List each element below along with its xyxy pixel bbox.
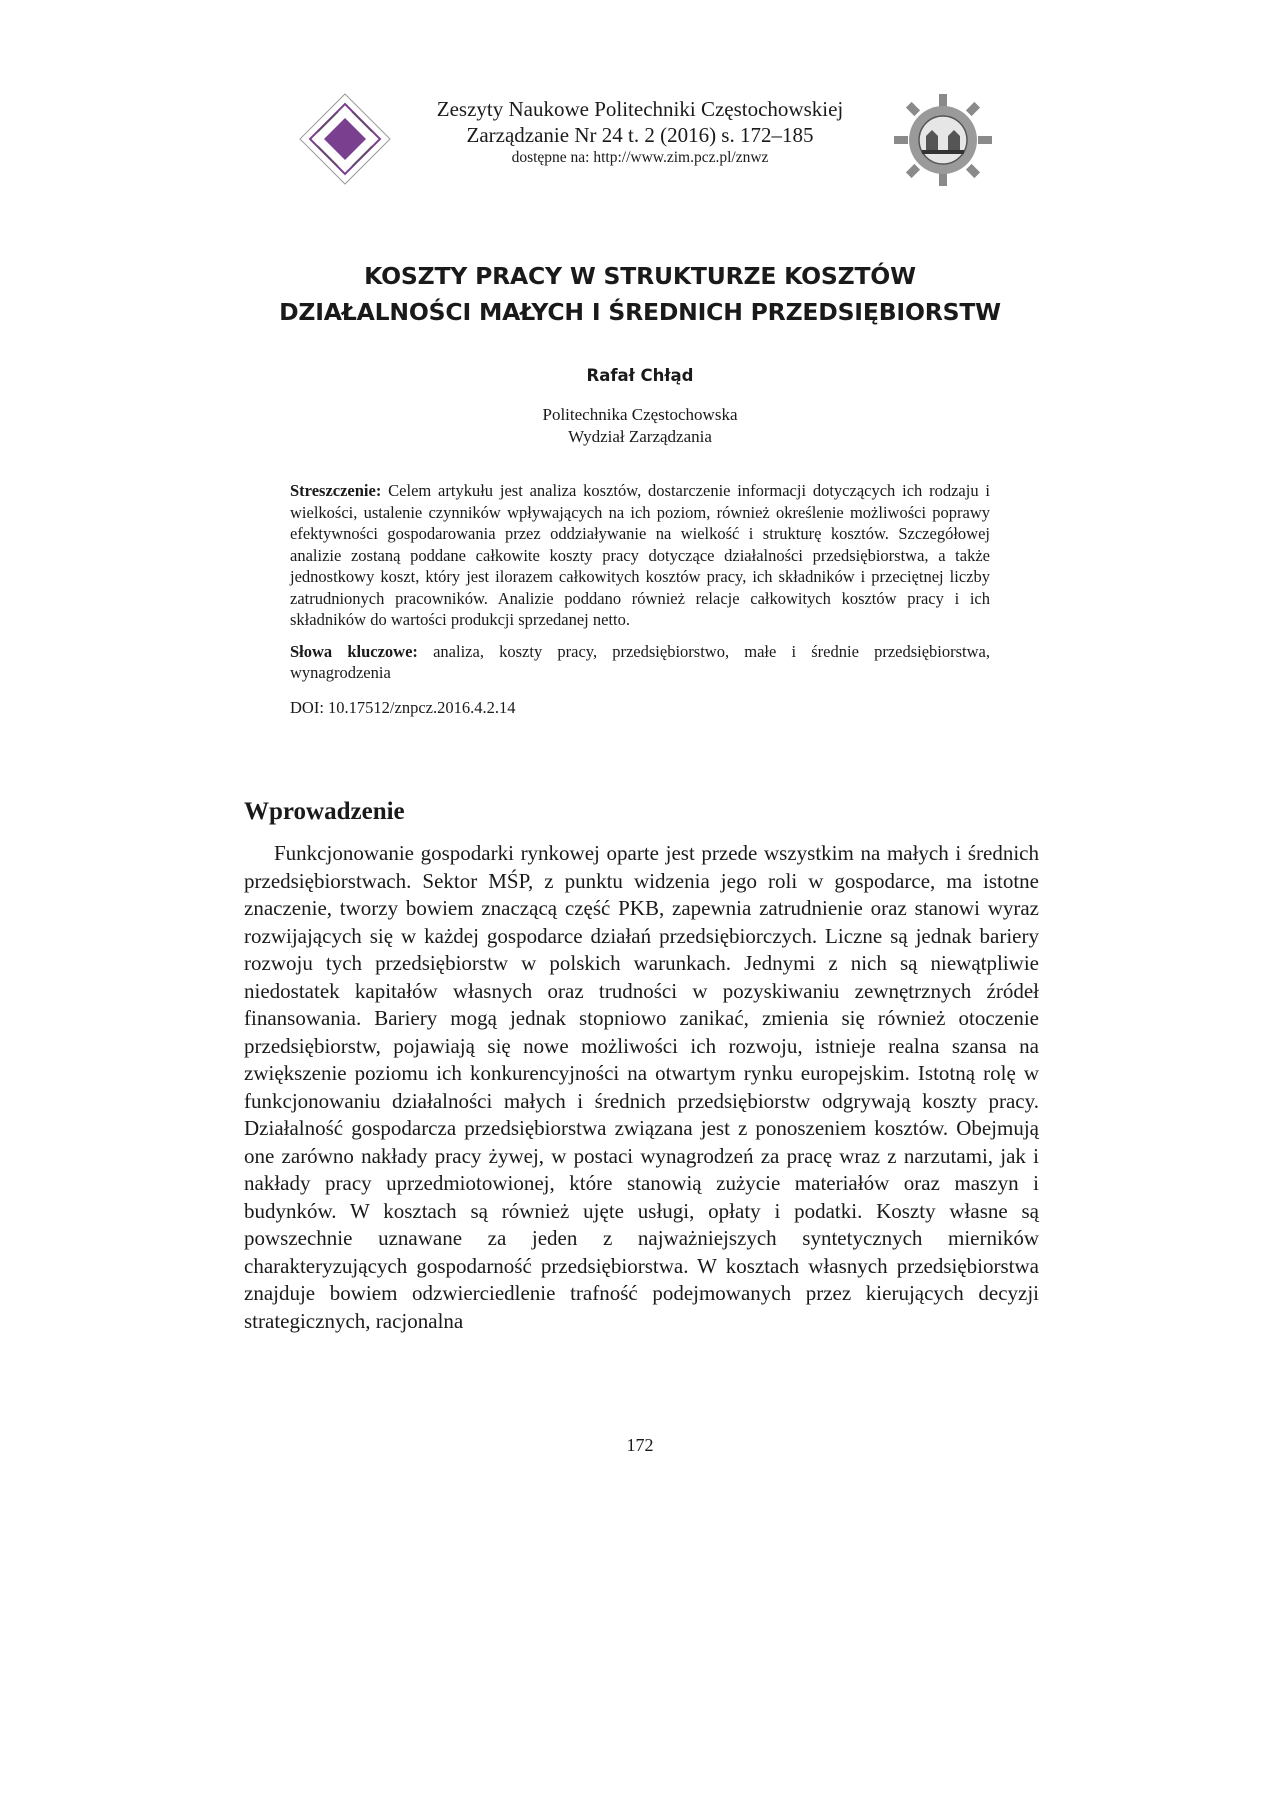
- doi-text: DOI: 10.17512/znpcz.2016.4.2.14: [290, 697, 516, 717]
- affiliation-university: Politechnika Częstochowska: [542, 405, 738, 424]
- page-number: 172: [626, 1435, 654, 1455]
- keywords-label: Słowa kluczowe:: [290, 641, 418, 661]
- abstract-paragraph: [290, 480, 990, 631]
- section-body: [244, 840, 1039, 1335]
- keywords-text: analiza, koszty pracy, przedsiębiorstwo, małe i średnie przedsiębiorstwa, wynagrodzenia: [290, 641, 990, 682]
- keywords-paragraph: [290, 641, 990, 684]
- article-title: [0, 258, 1280, 330]
- author-name: Rafał Chłąd: [586, 366, 694, 385]
- faculty-of-management-logo-icon: [298, 92, 392, 186]
- czestochowa-university-of-technology-emblem-icon: [892, 92, 994, 188]
- author-affiliation: [0, 404, 1280, 448]
- article-title-line: DZIAŁALNOŚCI MAŁYCH I ŚREDNICH PRZEDSIĘBIORSTW: [279, 298, 1001, 326]
- journal-issue: Zarządzanie Nr 24 t. 2 (2016) s. 172–185: [466, 123, 814, 147]
- abstract-label: Streszczenie:: [290, 481, 382, 500]
- journal-name: Zeszyty Naukowe Politechniki Częstochowskiej: [436, 97, 844, 121]
- journal-availability: dostępne na: http://www.zim.pcz.pl/znwz: [511, 149, 769, 166]
- abstract-text: Celem artykułu jest analiza kosztów, dostarczenie informacji dotyczących ich rodzaju i wielkości, ustalenie czynników wpływających na ich poziom, również określenie możliwości poprawy efektywności gospodarowania przez oddziaływanie na wielkość i strukturę kosztów. Szczegółowej analizie zostaną poddane całkowite koszty pracy dotyczące działalności przedsiębiorstwa, a także jednostkowy koszt, który jest ilorazem całkowitych kosztów pracy, ich składników i przeciętnej liczby zatrudnionych pracowników. Analizie poddano również relacje całkowitych kosztów pracy i ich składników do wartości produkcji sprzedanej netto.: [290, 481, 990, 629]
- affiliation-faculty: Wydział Zarządzania: [568, 427, 712, 446]
- body-paragraph: Funkcjonowanie gospodarki rynkowej oparte jest przede wszystkim na małych i średnich przedsiębiorstwach. Sektor MŚP, z punktu widzenia jego roli w gospodarce, ma istotne znaczenie, tworzy bowiem znaczącą część PKB, zapewnia zatrudnienie oraz stanowi wyraz rozwijających się w każdej gospodarce działań przedsiębiorczych. Liczne są jednak bariery rozwoju tych przedsiębiorstw w polskich warunkach. Jednymi z nich są niewątpliwie niedostatek kapitałów własnych oraz trudności w pozyskiwaniu zewnętrznych źródeł finansowania. Bariery mogą jednak stopniowo zanikać, zmienia się również otoczenie przedsiębiorstw, pojawiają się nowe możliwości ich rozwoju, istnieje realna szansa na zwiększenie poziomu ich konkurencyjności na otwartym rynku europejskim. Istotną rolę w funkcjonowaniu działalności małych i średnich przedsiębiorstw odgrywają koszty pracy. Działalność gospodarcza przedsiębiorstwa związana jest z ponoszeniem kosztów. Obejmują one zarówno nakłady pracy żywej, w postaci wynagrodzeń za pracę wraz z narzutami, jak i nakłady pracy uprzedmiotowionej, które stanowią zużycie materiałów oraz maszyn i budynków. W kosztach są również ujęte usługi, opłaty i podatki. Koszty własne są powszechnie uznawane za jeden z najważniejszych syntetycznych mierników charakteryzujących gospodarność przedsiębiorstwa. W kosztach własnych przedsiębiorstwa znajduje bowiem odzwierciedlenie trafność podejmowanych przez kierujących decyzji strategicznych, racjonalna: [244, 841, 1039, 1333]
- article-title-line: KOSZTY PRACY W STRUKTURZE KOSZTÓW: [364, 262, 916, 290]
- abstract-block: [290, 480, 990, 718]
- section-heading: Wprowadzenie: [244, 798, 405, 825]
- journal-header: [246, 92, 1034, 188]
- journal-info: [386, 96, 894, 168]
